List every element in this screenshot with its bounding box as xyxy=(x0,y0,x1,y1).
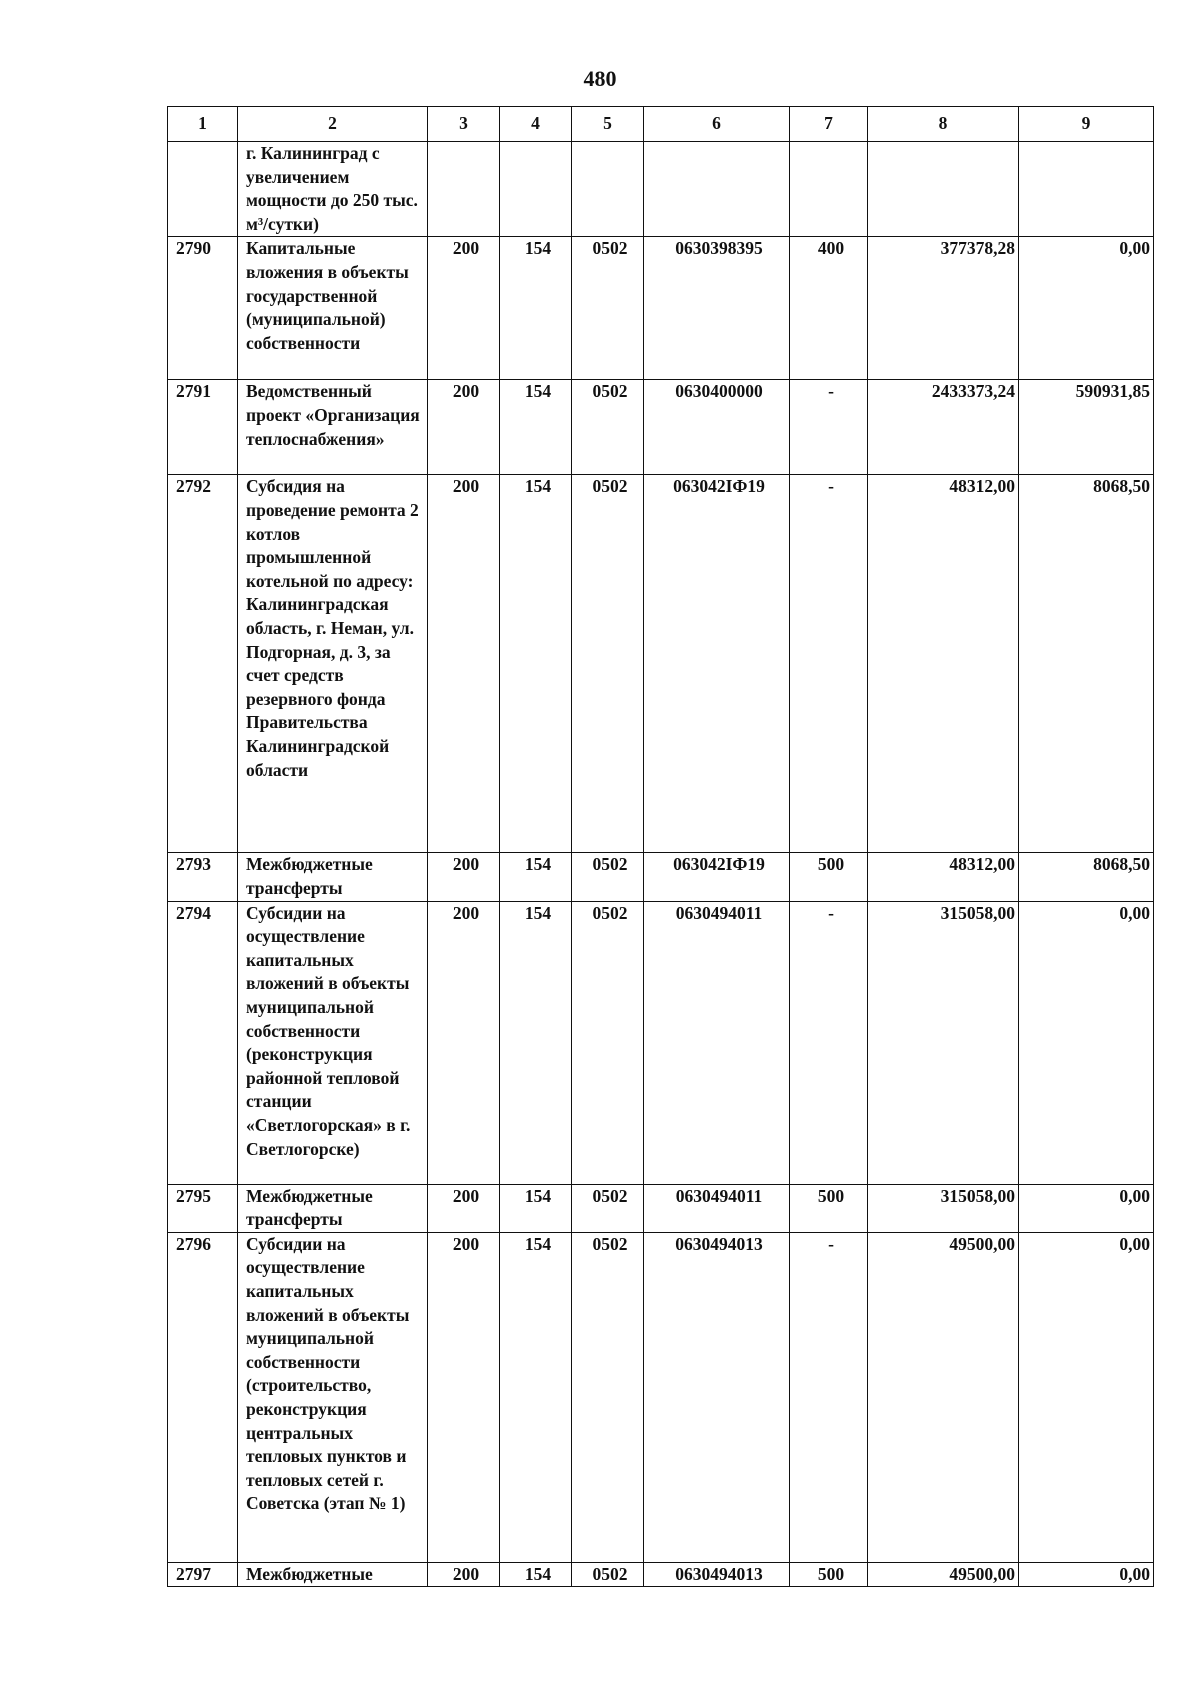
budget-table xyxy=(167,106,1154,1587)
table-row xyxy=(168,1184,1154,1232)
table-row xyxy=(168,475,1154,853)
cell-col3 xyxy=(428,142,500,237)
cell-col4: 154 xyxy=(500,1184,572,1232)
cell-col8: 315058,00 xyxy=(868,1184,1019,1232)
column-header: 8 xyxy=(868,107,1019,142)
cell-col7: - xyxy=(790,901,868,1184)
column-header: 1 xyxy=(168,107,238,142)
cell-col7: 500 xyxy=(790,853,868,901)
cell-col3: 200 xyxy=(428,237,500,380)
column-header: 5 xyxy=(572,107,644,142)
cell-col8: 48312,00 xyxy=(868,475,1019,853)
cell-col5: 0502 xyxy=(572,1184,644,1232)
row-name: г. Калининград с увеличением мощности до 250 тыс. м³/сутки) xyxy=(238,142,428,237)
cell-col9: 8068,50 xyxy=(1019,475,1154,853)
cell-col5: 0502 xyxy=(572,237,644,380)
row-name: Капитальные вложения в объекты государственной (муниципальной) собственности xyxy=(238,237,428,380)
cell-col6: 0630400000 xyxy=(644,380,790,475)
cell-col3: 200 xyxy=(428,853,500,901)
cell-col6: 0630398395 xyxy=(644,237,790,380)
column-header: 9 xyxy=(1019,107,1154,142)
cell-col9: 0,00 xyxy=(1019,1232,1154,1562)
column-header: 2 xyxy=(238,107,428,142)
row-name: Межбюджетные xyxy=(238,1562,428,1587)
cell-col8: 315058,00 xyxy=(868,901,1019,1184)
cell-col8: 49500,00 xyxy=(868,1232,1019,1562)
cell-col5: 0502 xyxy=(572,1232,644,1562)
cell-col9: 0,00 xyxy=(1019,1562,1154,1587)
cell-col6: 063042IФ19 xyxy=(644,475,790,853)
cell-col5: 0502 xyxy=(572,853,644,901)
table-row xyxy=(168,1232,1154,1562)
table-row xyxy=(168,142,1154,237)
cell-col8: 48312,00 xyxy=(868,853,1019,901)
cell-col3: 200 xyxy=(428,1232,500,1562)
cell-col7: 500 xyxy=(790,1562,868,1587)
cell-col7: - xyxy=(790,475,868,853)
table-row xyxy=(168,1562,1154,1587)
cell-col5: 0502 xyxy=(572,1562,644,1587)
cell-col4: 154 xyxy=(500,1562,572,1587)
cell-col6: 0630494013 xyxy=(644,1232,790,1562)
row-name: Субсидия на проведение ремонта 2 котлов промышленной котельной по адресу: Калининградская область, г. Неман, ул. Подгорная, д. 3, за счет средств резервного фонда Правительства Калининградской области xyxy=(238,475,428,853)
row-number: 2790 xyxy=(168,237,238,380)
cell-col6: 0630494013 xyxy=(644,1562,790,1587)
cell-col6: 0630494011 xyxy=(644,1184,790,1232)
cell-col7 xyxy=(790,142,868,237)
cell-col5: 0502 xyxy=(572,475,644,853)
row-name: Субсидии на осуществление капитальных вложений в объекты муниципальной собственности (реконструкция районной тепловой станции «Светлогорская» в г. Светлогорске) xyxy=(238,901,428,1184)
cell-col3: 200 xyxy=(428,901,500,1184)
row-number: 2791 xyxy=(168,380,238,475)
page-number: 480 xyxy=(583,66,617,91)
table-row xyxy=(168,853,1154,901)
column-header: 4 xyxy=(500,107,572,142)
column-header: 3 xyxy=(428,107,500,142)
cell-col9: 0,00 xyxy=(1019,901,1154,1184)
table-row xyxy=(168,380,1154,475)
cell-col3: 200 xyxy=(428,1184,500,1232)
row-name: Межбюджетные трансферты xyxy=(238,1184,428,1232)
cell-col6: 0630494011 xyxy=(644,901,790,1184)
cell-col7: 500 xyxy=(790,1184,868,1232)
row-number: 2794 xyxy=(168,901,238,1184)
cell-col7: - xyxy=(790,1232,868,1562)
table-row xyxy=(168,901,1154,1184)
row-name: Ведомственный проект «Организация теплоснабжения» xyxy=(238,380,428,475)
cell-col4 xyxy=(500,142,572,237)
cell-col4: 154 xyxy=(500,901,572,1184)
cell-col5: 0502 xyxy=(572,380,644,475)
cell-col6: 063042IФ19 xyxy=(644,853,790,901)
column-header: 6 xyxy=(644,107,790,142)
cell-col4: 154 xyxy=(500,475,572,853)
cell-col9: 8068,50 xyxy=(1019,853,1154,901)
cell-col8: 49500,00 xyxy=(868,1562,1019,1587)
cell-col8: 377378,28 xyxy=(868,237,1019,380)
row-number: 2792 xyxy=(168,475,238,853)
cell-col8 xyxy=(868,142,1019,237)
column-header: 7 xyxy=(790,107,868,142)
row-name: Субсидии на осуществление капитальных вложений в объекты муниципальной собственности (строительство, реконструкция центральных тепловых пунктов и тепловых сетей г. Советска (этап № 1) xyxy=(238,1232,428,1562)
table-row xyxy=(168,237,1154,380)
cell-col9 xyxy=(1019,142,1154,237)
cell-col4: 154 xyxy=(500,237,572,380)
cell-col4: 154 xyxy=(500,1232,572,1562)
cell-col8: 2433373,24 xyxy=(868,380,1019,475)
row-name: Межбюджетные трансферты xyxy=(238,853,428,901)
cell-col7: - xyxy=(790,380,868,475)
row-number: 2797 xyxy=(168,1562,238,1587)
row-number: 2796 xyxy=(168,1232,238,1562)
cell-col3: 200 xyxy=(428,1562,500,1587)
cell-col9: 0,00 xyxy=(1019,237,1154,380)
cell-col3: 200 xyxy=(428,380,500,475)
cell-col4: 154 xyxy=(500,853,572,901)
cell-col7: 400 xyxy=(790,237,868,380)
row-number: 2793 xyxy=(168,853,238,901)
cell-col5: 0502 xyxy=(572,901,644,1184)
row-number xyxy=(168,142,238,237)
cell-col9: 0,00 xyxy=(1019,1184,1154,1232)
cell-col3: 200 xyxy=(428,475,500,853)
cell-col5 xyxy=(572,142,644,237)
cell-col4: 154 xyxy=(500,380,572,475)
cell-col9: 590931,85 xyxy=(1019,380,1154,475)
cell-col6 xyxy=(644,142,790,237)
table-header-row xyxy=(168,107,1154,142)
row-number: 2795 xyxy=(168,1184,238,1232)
